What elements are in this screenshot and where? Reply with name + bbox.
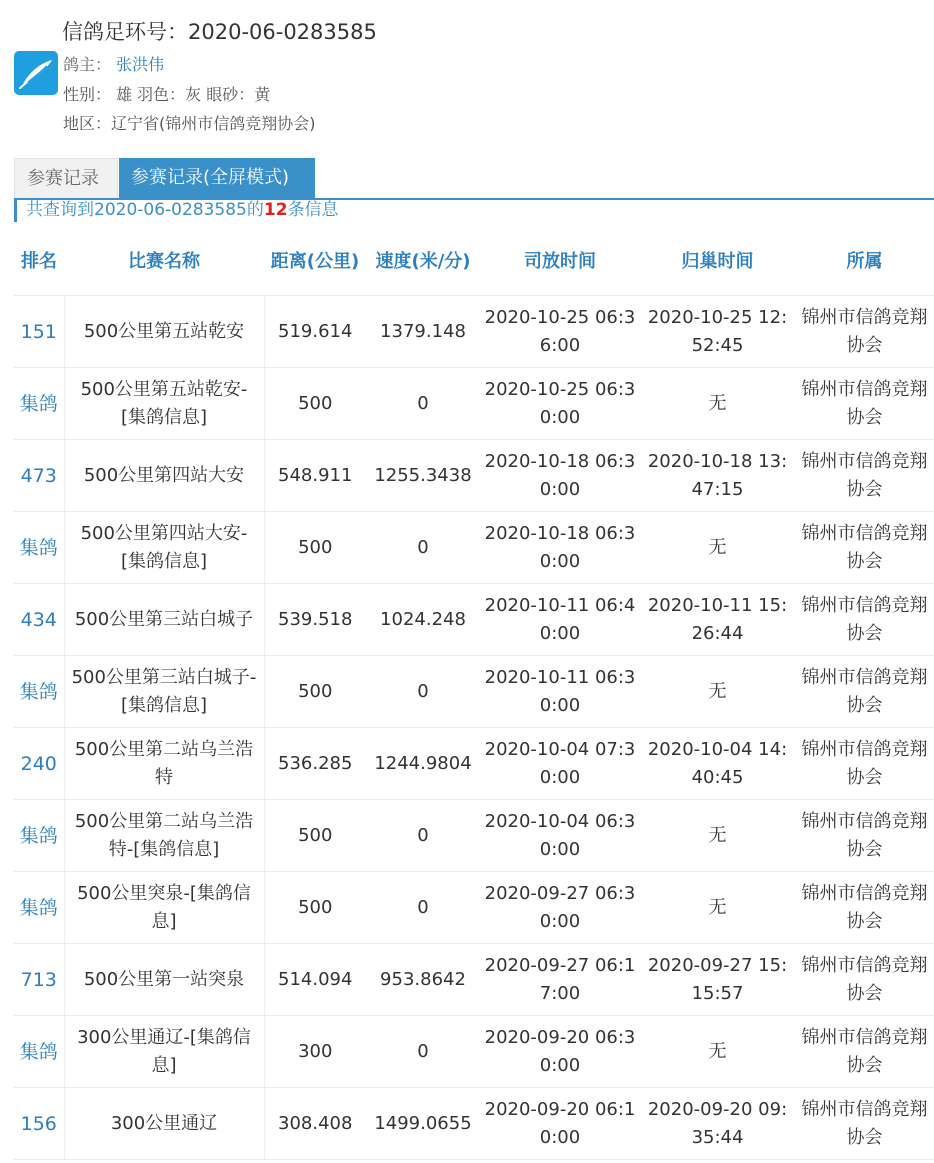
table-row [14,296,934,368]
header-rank: 排名 [14,227,64,296]
table-header-row [14,227,934,296]
cell-release-time: 2020-10-04 06:30:00 [480,800,640,872]
cell-distance: 539.518 [264,584,366,656]
cell-speed: 1255.3438 [366,440,480,512]
cell-race-name: 500公里第四站大安-[集鸽信息] [64,512,264,584]
cell-race-name: 500公里第三站白城子 [64,584,264,656]
cell-rank: 集鸽 [14,368,64,440]
cell-release-time: 2020-09-27 06:30:00 [480,872,640,944]
header-return-time: 归巢时间 [640,227,795,296]
owner-link[interactable]: 张洪伟 [116,55,165,74]
tab-race-records[interactable]: 参赛记录 [14,158,118,198]
cell-speed: 0 [366,512,480,584]
cell-return-time: 2020-09-20 09:35:44 [640,1088,795,1160]
cell-association: 锦州市信鸽竞翔协会 [795,872,934,944]
cell-distance: 500 [264,800,366,872]
summary-count: 12 [263,200,288,220]
table-row [14,368,934,440]
header-race-name: 比赛名称 [64,227,264,296]
cell-speed: 0 [366,656,480,728]
table-row [14,728,934,800]
cell-race-name: 300公里通辽-[集鸽信息] [64,1016,264,1088]
ring-number-title [62,16,377,46]
cell-speed: 1499.0655 [366,1088,480,1160]
cell-association: 锦州市信鸽竞翔协会 [795,512,934,584]
table-row [14,584,934,656]
cell-association: 锦州市信鸽竞翔协会 [795,656,934,728]
cell-speed: 0 [366,1016,480,1088]
cell-speed: 0 [366,872,480,944]
cell-rank: 473 [14,440,64,512]
cell-release-time: 2020-10-04 07:30:00 [480,728,640,800]
ring-number-label: 信鸽足环号： [62,20,188,44]
cell-return-time: 2020-10-04 14:40:45 [640,728,795,800]
cell-distance: 500 [264,368,366,440]
cell-association: 锦州市信鸽竞翔协会 [795,800,934,872]
cell-distance: 308.408 [264,1088,366,1160]
table-row [14,1088,934,1160]
cell-release-time: 2020-10-11 06:40:00 [480,584,640,656]
cell-distance: 500 [264,872,366,944]
cell-speed: 1244.9804 [366,728,480,800]
cell-return-time: 无 [640,872,795,944]
cell-distance: 514.094 [264,944,366,1016]
cell-return-time: 2020-09-27 15:15:57 [640,944,795,1016]
cell-rank: 151 [14,296,64,368]
cell-return-time: 无 [640,368,795,440]
cell-return-time: 无 [640,800,795,872]
cell-release-time: 2020-10-25 06:30:00 [480,368,640,440]
cell-association: 锦州市信鸽竞翔协会 [795,1016,934,1088]
owner-row [63,52,164,75]
cell-rank: 集鸽 [14,656,64,728]
summary-suffix: 条信息 [287,200,339,220]
cell-speed: 0 [366,368,480,440]
table-row [14,944,934,1016]
cell-return-time: 2020-10-11 15:26:44 [640,584,795,656]
cell-release-time: 2020-10-25 06:36:00 [480,296,640,368]
cell-race-name: 500公里第一站突泉 [64,944,264,1016]
tab-race-records-fullscreen[interactable]: 参赛记录(全屏模式) [119,158,315,198]
cell-race-name: 500公里第五站乾安-[集鸽信息] [64,368,264,440]
cell-association: 锦州市信鸽竞翔协会 [795,728,934,800]
cell-association: 锦州市信鸽竞翔协会 [795,296,934,368]
cell-return-time: 2020-10-25 12:52:45 [640,296,795,368]
cell-return-time: 无 [640,512,795,584]
cell-return-time: 无 [640,656,795,728]
cell-distance: 536.285 [264,728,366,800]
feather-logo-icon [14,51,58,95]
cell-distance: 519.614 [264,296,366,368]
cell-return-time: 2020-10-18 13:47:15 [640,440,795,512]
cell-return-time: 无 [640,1016,795,1088]
cell-release-time: 2020-10-18 06:30:00 [480,512,640,584]
cell-association: 锦州市信鸽竞翔协会 [795,584,934,656]
header-distance: 距离(公里) [264,227,366,296]
cell-race-name: 500公里第五站乾安 [64,296,264,368]
cell-rank: 集鸽 [14,872,64,944]
cell-release-time: 2020-09-20 06:30:00 [480,1016,640,1088]
cell-association: 锦州市信鸽竞翔协会 [795,368,934,440]
cell-distance: 548.911 [264,440,366,512]
header-release-time: 司放时间 [480,227,640,296]
cell-release-time: 2020-09-27 06:17:00 [480,944,640,1016]
cell-rank: 156 [14,1088,64,1160]
table-row [14,440,934,512]
ring-number-value: 2020-06-0283585 [188,20,377,44]
cell-race-name: 300公里通辽 [64,1088,264,1160]
cell-association: 锦州市信鸽竞翔协会 [795,440,934,512]
table-row [14,512,934,584]
cell-speed: 953.8642 [366,944,480,1016]
table-row [14,872,934,944]
cell-association: 锦州市信鸽竞翔协会 [795,944,934,1016]
cell-speed: 1024.248 [366,584,480,656]
cell-race-name: 500公里第二站乌兰浩特 [64,728,264,800]
cell-distance: 500 [264,512,366,584]
cell-rank: 713 [14,944,64,1016]
attributes-row: 性别： 雄 羽色：灰 眼砂：黄 [63,85,271,104]
cell-rank: 集鸽 [14,512,64,584]
cell-release-time: 2020-10-18 06:30:00 [480,440,640,512]
cell-distance: 300 [264,1016,366,1088]
cell-release-time: 2020-09-20 06:10:00 [480,1088,640,1160]
result-summary [14,200,932,222]
cell-race-name: 500公里第三站白城子-[集鸽信息] [64,656,264,728]
race-records-table [14,227,934,1160]
cell-association: 锦州市信鸽竞翔协会 [795,1088,934,1160]
cell-rank: 434 [14,584,64,656]
cell-speed: 1379.148 [366,296,480,368]
cell-rank: 集鸽 [14,1016,64,1088]
table-row [14,656,934,728]
table-row [14,1016,934,1088]
cell-release-time: 2020-10-11 06:30:00 [480,656,640,728]
header-association: 所属 [795,227,934,296]
owner-label: 鸽主： [63,55,112,74]
summary-prefix: 共查询到2020-06-0283585的 [26,200,264,220]
cell-race-name: 500公里突泉-[集鸽信息] [64,872,264,944]
area-row: 地区：辽宁省(锦州市信鸽竞翔协会) [63,114,316,133]
cell-rank: 集鸽 [14,800,64,872]
cell-speed: 0 [366,800,480,872]
header-speed: 速度(米/分) [366,227,480,296]
table-row [14,800,934,872]
cell-race-name: 500公里第四站大安 [64,440,264,512]
cell-race-name: 500公里第二站乌兰浩特-[集鸽信息] [64,800,264,872]
cell-rank: 240 [14,728,64,800]
cell-distance: 500 [264,656,366,728]
